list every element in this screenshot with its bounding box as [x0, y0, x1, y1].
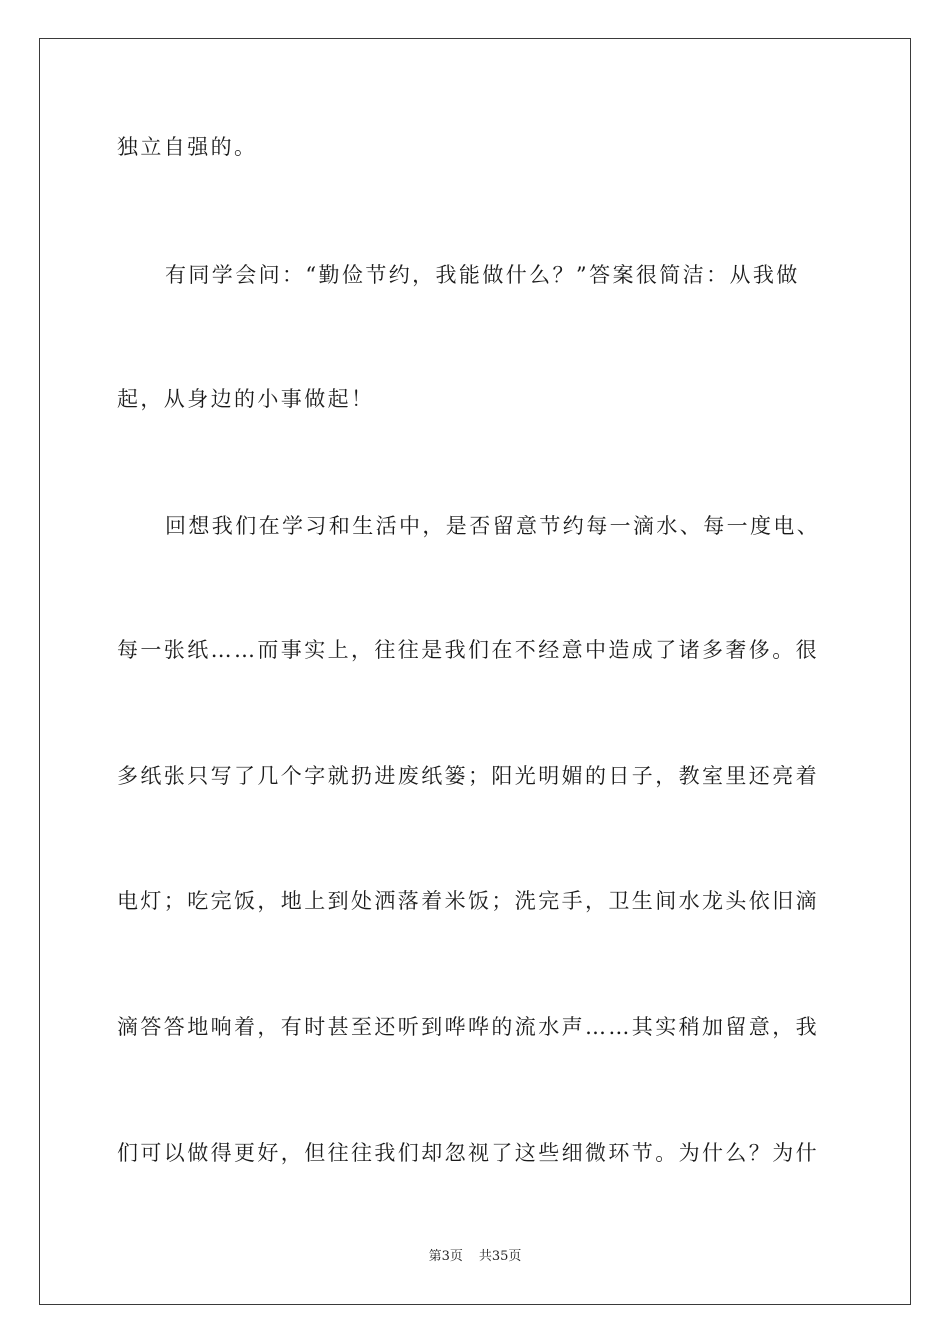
page-footer [0, 1248, 950, 1266]
total-pages: 共35页 [478, 1249, 522, 1264]
text-line: 电灯；吃完饭，地上到处洒落着米饭；洗完手，卫生间水龙头依旧滴 [117, 889, 819, 913]
text-line: 每一张纸……而事实上，往往是我们在不经意中造成了诸多奢侈。很 [117, 638, 819, 662]
text-line: 起，从身边的小事做起！ [117, 387, 375, 411]
page-number: 第3页 [428, 1249, 463, 1264]
paragraph-line: 有同学会问：“勤俭节约，我能做什么？”答案很简洁：从我做 [165, 263, 800, 287]
page-border [39, 38, 911, 1305]
text-line: 们可以做得更好，但往往我们却忽视了这些细微环节。为什么？为什 [117, 1141, 819, 1165]
paragraph-line: 回想我们在学习和生活中，是否留意节约每一滴水、每一度电、 [165, 514, 821, 538]
text-line: 多纸张只写了几个字就扔进废纸篓；阳光明媚的日子，教室里还亮着 [117, 764, 819, 788]
text-line: 滴答答地响着，有时甚至还听到哗哗的流水声……其实稍加留意，我 [117, 1015, 819, 1039]
text-line: 独立自强的。 [117, 135, 258, 159]
